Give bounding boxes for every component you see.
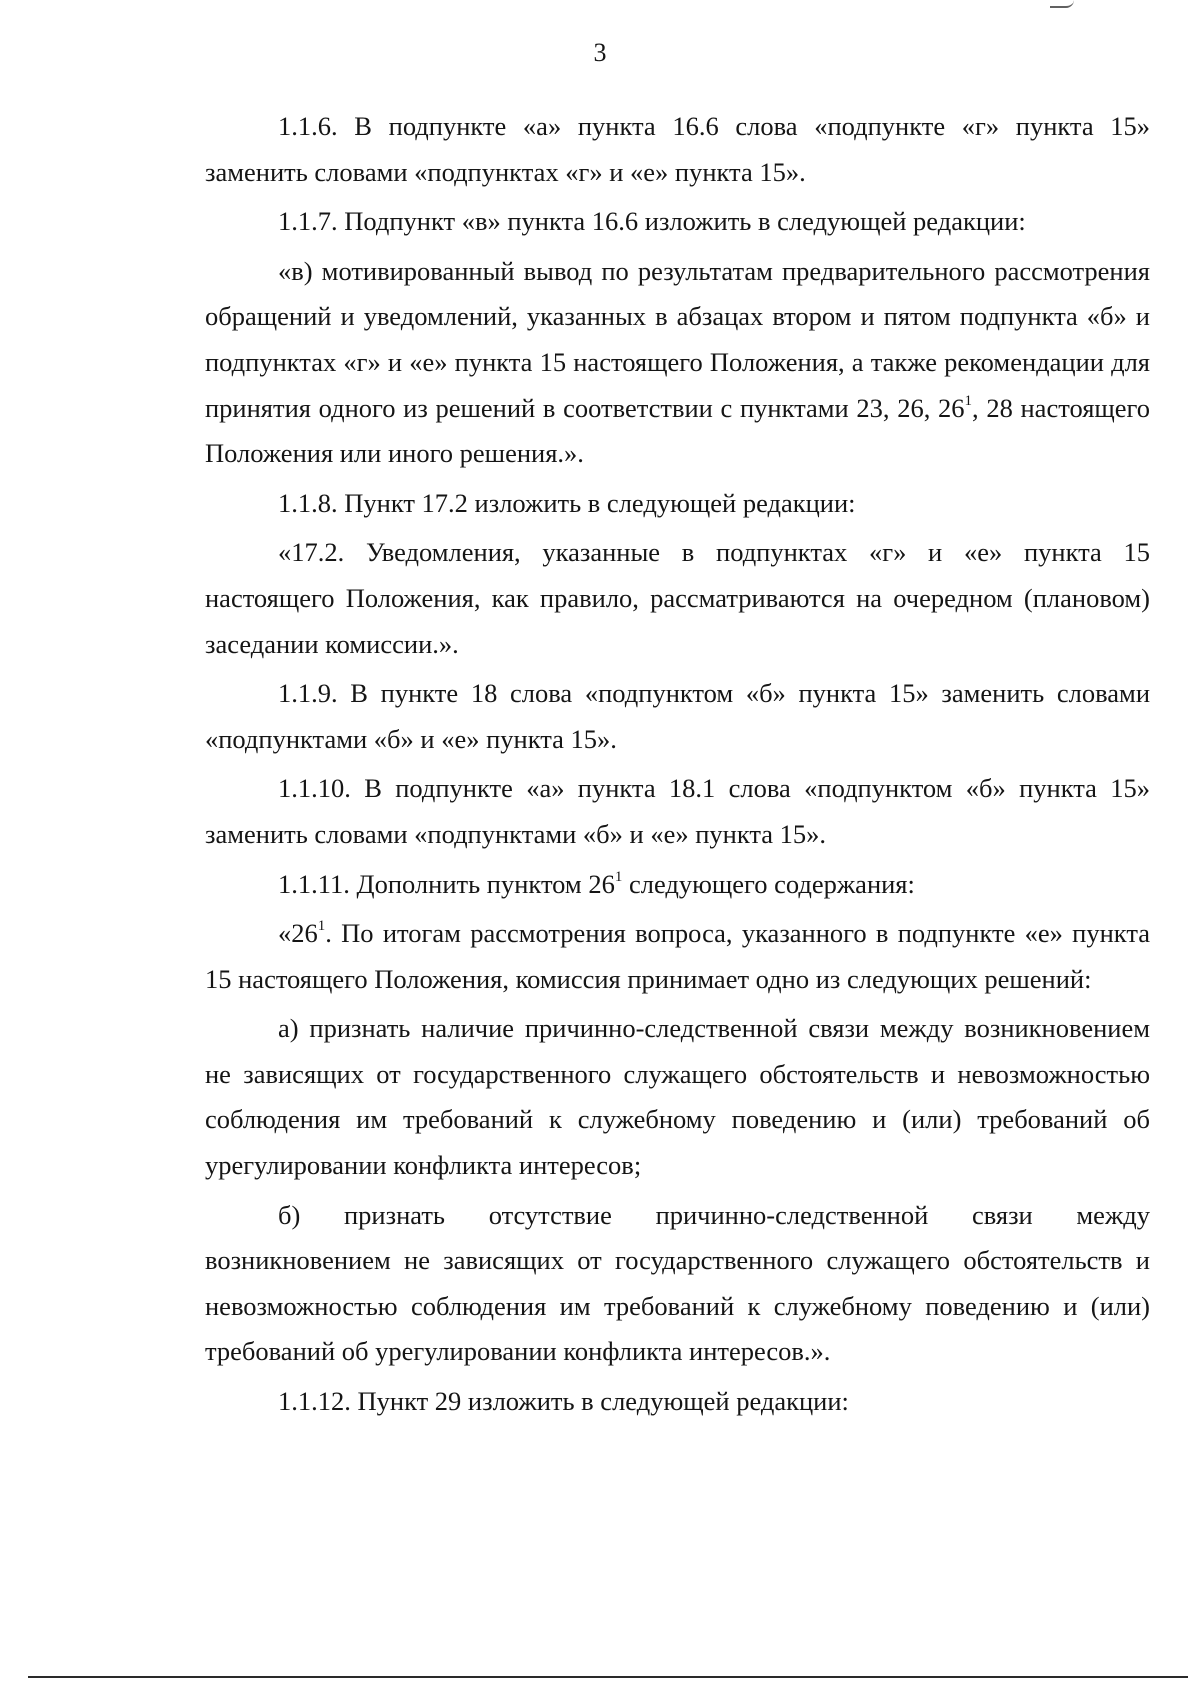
paragraph-1-1-11: [205, 862, 1150, 908]
paragraph-1-1-7: 1.1.7. Подпункт «в» пункта 16.6 изложить в следующей редакции:: [278, 206, 1026, 237]
paragraph-1-1-11-text: 1.1.11. Дополнить пунктом 26: [278, 868, 615, 899]
paragraph-subpoint-v-tail: , 28 настоящего Положения или иного решения.».: [205, 392, 1151, 469]
paragraph-subpoint-v: [205, 249, 1150, 477]
paragraph-26-1-text: «26: [278, 918, 318, 949]
footer-rule: [28, 1676, 1188, 1678]
scan-artifact-mark: [1050, 0, 1074, 8]
paragraph-26-1: [205, 911, 1150, 1002]
superscript: 1: [614, 868, 623, 885]
superscript: 1: [964, 392, 973, 409]
paragraph-1-1-12: 1.1.12. Пункт 29 изложить в следующей редакции:: [278, 1386, 849, 1417]
paragraph-decision-a: а) признать наличие причинно-следственной связи между возникновением не зависящих от государственного служащего обстоятельств и невозможностью соблюдения им требований к служебному поведению и (или) требований об урегулировании конфликта интересов;: [205, 1013, 1150, 1181]
paragraph-1-1-6: 1.1.6. В подпункте «а» пункта 16.6 слова «подпункте «г» пункта 15» заменить словами «подпунктах «г» и «е» пункта 15».: [205, 111, 1150, 187]
paragraph-17-2: «17.2. Уведомления, указанные в подпунктах «г» и «е» пункта 15 настоящего Положения, как правило, рассматриваются на очередном (плановом) заседании комиссии.».: [205, 537, 1150, 659]
paragraph-1-1-10: 1.1.10. В подпункте «а» пункта 18.1 слова «подпунктом «б» пункта 15» заменить словами «подпунктами «б» и «е» пункта 15».: [205, 773, 1150, 849]
document-body: [205, 104, 1150, 1429]
paragraph-1-1-9: 1.1.9. В пункте 18 слова «подпунктом «б» пункта 15» заменить словами «подпунктами «б» и «е» пункта 15».: [205, 678, 1150, 754]
page-number: 3: [593, 38, 607, 67]
paragraph-1-1-8: 1.1.8. Пункт 17.2 изложить в следующей редакции:: [278, 487, 856, 518]
paragraph-subpoint-v-text: «в) мотивированный вывод по результатам предварительного рассмотрения обращений и уведомлений, указанных в абзацах втором и пятом подпункта «б» и подпунктах «г» и «е» пункта 15 настоящего Положения, а также рекомендации для принятия одного из решений в соответствии с пунктами 23, 26, 26: [205, 255, 1150, 423]
paragraph-1-1-11-tail: следующего содержания:: [622, 868, 915, 899]
superscript: 1: [317, 918, 326, 935]
paragraph-decision-b: б) признать отсутствие причинно-следственной связи между возникновением не зависящих от государственного служащего обстоятельств и невозможностью соблюдения им требований к служебному поведению и (или) требований об урегулировании конфликта интересов.».: [205, 1199, 1150, 1367]
paragraph-26-1-tail: . По итогам рассмотрения вопроса, указанного в подпункте «е» пункта 15 настоящего Положения, комиссия принимает одно из следующих решений:: [205, 918, 1150, 994]
